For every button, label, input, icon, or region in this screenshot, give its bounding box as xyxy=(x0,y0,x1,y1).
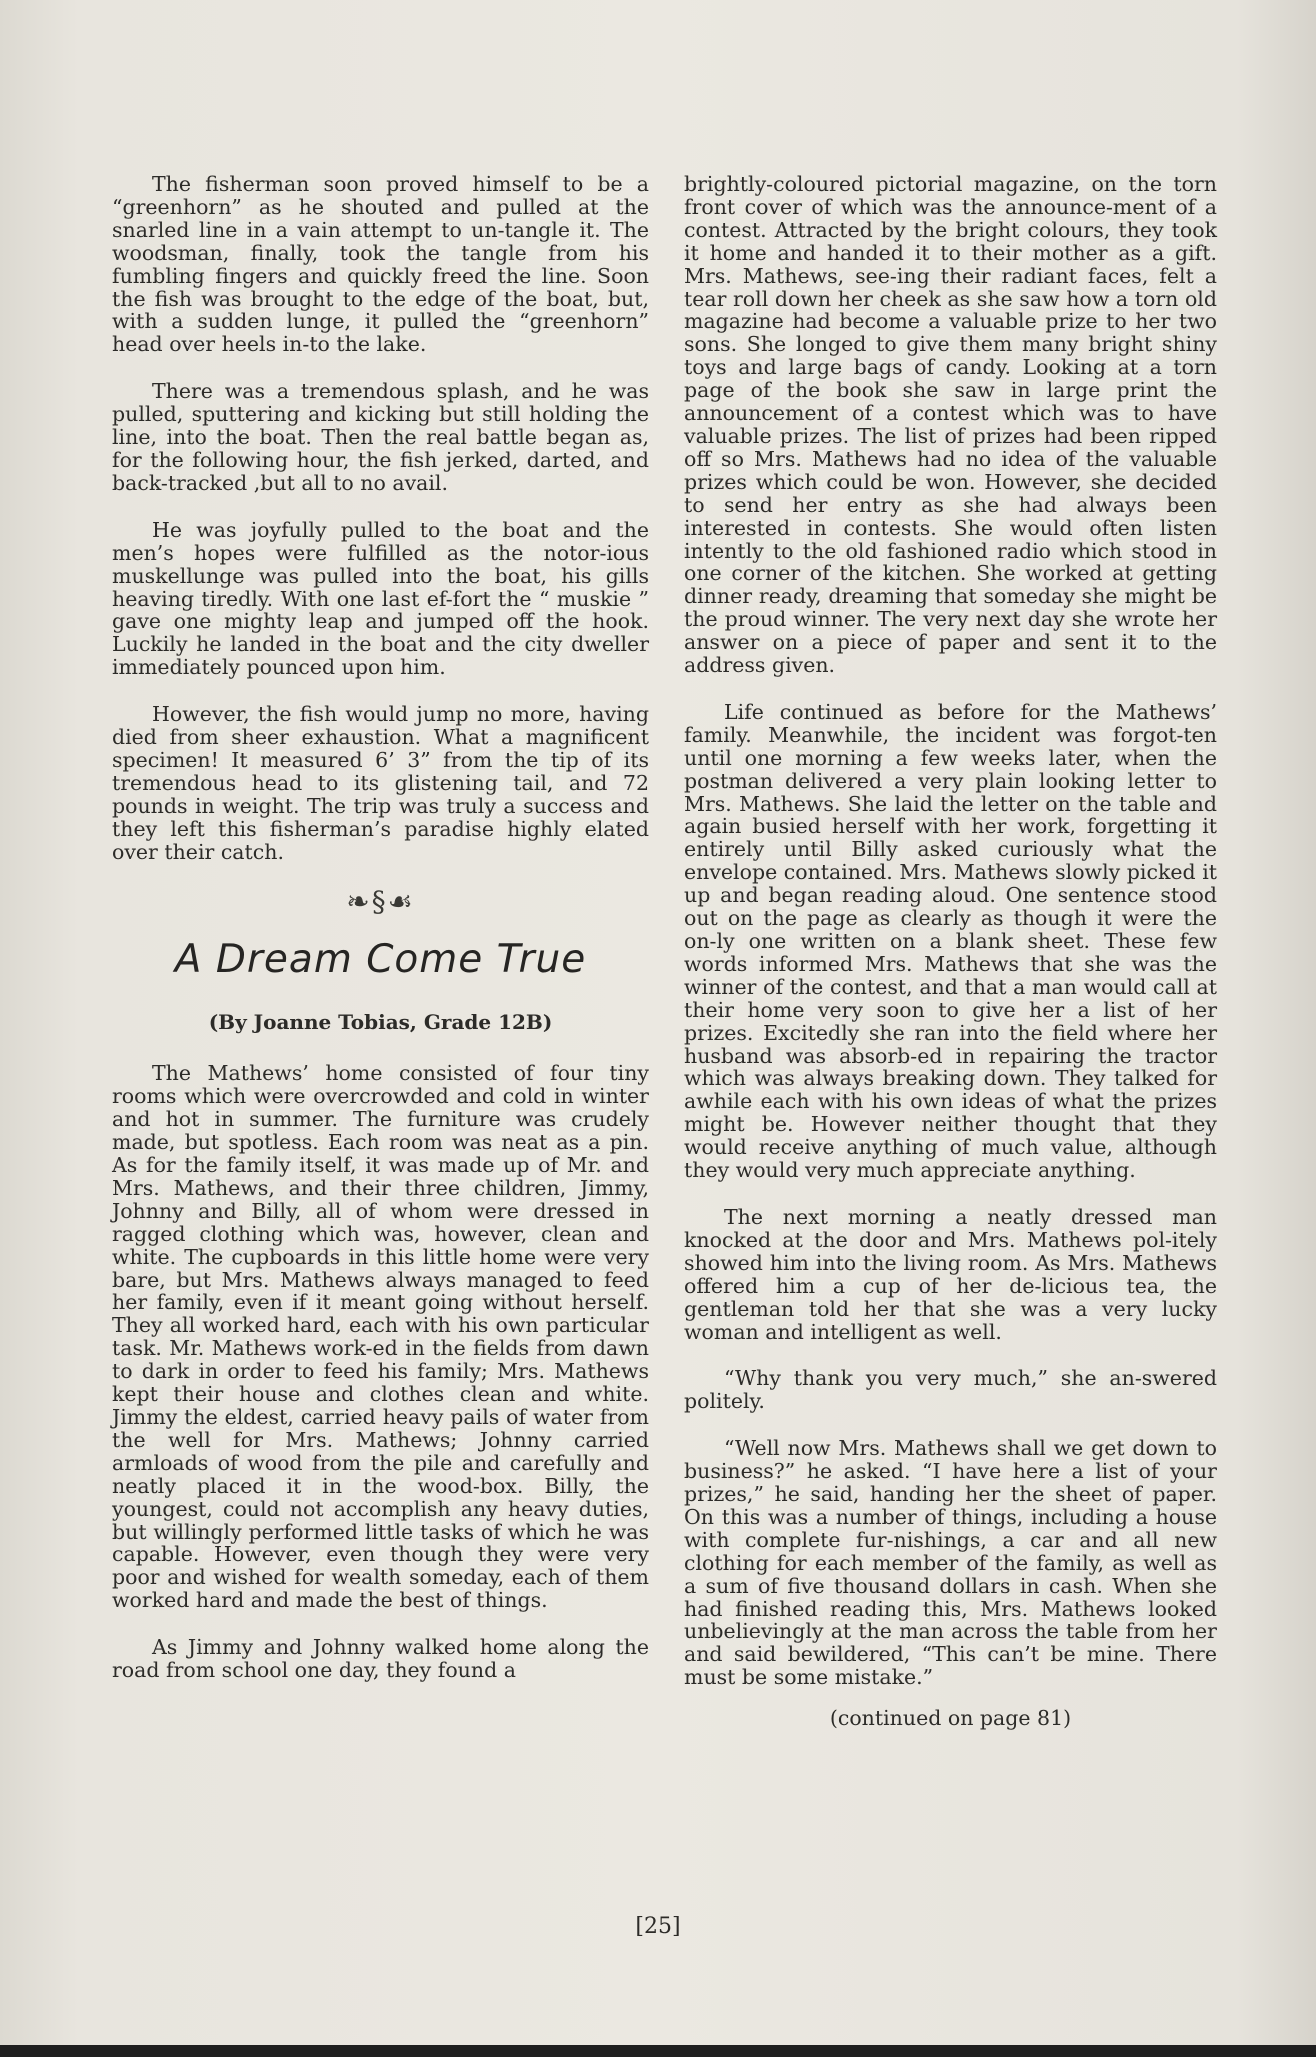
paragraph-pictorial-magazine: brightly-coloured pictorial magazine, on the torn front cover of which was the announce-ment of a contest. Attracted by the bright colours, they took it home and handed it to their mother as a gift. Mrs. Mathews, see-ing their radiant faces, felt a tear roll down her cheek as she saw how a torn old magazine had become a valuable prize to her two sons. She longed to give them many bright shiny toys and large bags of candy. Looking at a torn page of the book she saw in large print the announcement of a contest which was to have valuable prizes. The list of prizes had been ripped off so Mrs. Mathews had no idea of the valuable prizes which could be won. However, she decided to send her entry as she had always been interested in contests. She would often listen intently to the old fashioned radio which stood in one corner of the kitchen. She worked at getting dinner ready, dreaming that someday she might be the proud winner. The very next day she wrote her answer on a piece of paper and sent it to the address given. xyxy=(684,172,1217,678)
page-number: [25] xyxy=(635,1914,681,1939)
paragraph-fisherman-greenhorn: The fisherman soon proved himself to be a “greenhorn” as he shouted and pulled at the snarled line in a vain attempt to un-tangle it. The woodsman, finally, took the tangle from his fumbling fingers and quickly freed the line. Soon the fish was brought to the edge of the boat, but, with a sudden lunge, it pulled the “greenhorn” head over heels in-to the lake. xyxy=(112,172,649,357)
paragraph-fish-exhaustion: However, the fish would jump no more, having died from sheer exhaustion. What a magnificent specimen! It measured 6’ 3” from the tip of its tremendous head to its glistening tail, and 72 pounds in weight. The trip was truly a success and they left this fisherman’s paradise highly elated over their catch. xyxy=(112,702,649,864)
right-column xyxy=(684,173,1217,1754)
paragraph-jimmy-johnny-walk: As Jimmy and Johnny walked home along the road from school one day, they found a xyxy=(112,1635,649,1683)
page-bottom-edge xyxy=(0,2045,1316,2057)
paragraph-tremendous-splash: There was a tremendous splash, and he was pulled, sputtering and kicking but still holding the line, into the boat. Then the real battle began as, for the following hour, the fish jerked, darted, and back-tracked ,but all to no avail. xyxy=(112,379,649,495)
continued-note: (continued on page 81) xyxy=(829,1706,1072,1731)
left-column xyxy=(112,173,649,1706)
paragraph-well-now: “Well now Mrs. Mathews shall we get down to business?” he asked. “I have here a list of your prizes,” he said, handing her the sheet of paper. On this was a number of things, including a house with complete fur-nishings, a car and all new clothing for each member of the family, as well as a sum of five thousand dollars in cash. When she had finished reading this, Mrs. Mathews looked unbelievingly at the man across the table from her and said bewildered, “This can’t be mine. There must be some mistake.” xyxy=(684,1436,1217,1690)
section-ornament: ❧§☙ xyxy=(346,885,415,919)
paragraph-joyfully-pulled: He was joyfully pulled to the boat and the men’s hopes were fulfilled as the notor-ious muskellunge was pulled into the boat, his gills heaving tiredly. With one last ef-fort the “ muskie ” gave one mighty leap and jumped off the hook. Luckily he landed in the boat and the city dweller immediately pounced upon him. xyxy=(112,517,649,680)
paragraph-why-thank-you: “Why thank you very much,” she an-swered politely. xyxy=(684,1366,1217,1414)
story-byline: (By Joanne Tobias, Grade 12B) xyxy=(208,1010,553,1035)
paragraph-mathews-home: The Mathews’ home consisted of four tiny rooms which were overcrowded and cold in winter and hot in summer. The furniture was crudely made, but spotless. Each room was neat as a pin. As for the family itself, it was made up of Mr. and Mrs. Mathews, and their three children, Jimmy, Johnny and Billy, all of whom were dressed in ragged clothing which was, however, clean and white. The cupboards in this little home were very bare, but Mrs. Mathews always managed to feed her family, even if it meant going without herself. They all worked hard, each with his own particular task. Mr. Mathews work-ed in the fields from dawn to dark in order to feed his family; Mrs. Mathews kept their house and clothes clean and white. Jimmy the eldest, carried heavy pails of water from the well for Mrs. Mathews; Johnny carried armloads of wood from the pile and carefully and neatly placed it in the wood-box. Billy, the youngest, could not accomplish any heavy duties, but willingly performed little tasks of which he was capable. However, even though they were very poor and wished for wealth someday, each of them worked hard and made the best of things. xyxy=(112,1061,649,1613)
story-title: A Dream Come True xyxy=(174,937,587,983)
paragraph-next-morning: The next morning a neatly dressed man knocked at the door and Mrs. Mathews pol-itely showed him into the living room. As Mrs. Mathews offered him a cup of her de-licious tea, the gentleman told her that she was a very lucky woman and intelligent as well. xyxy=(684,1204,1217,1344)
paragraph-life-continued: Life continued as before for the Mathews’ family. Meanwhile, the incident was forgot-ten until one morning a few weeks later, when the postman delivered a very plain looking letter to Mrs. Mathews. She laid the letter on the table and again busied herself with her work, forgetting it entirely until Billy asked curiously what the envelope contained. Mrs. Mathews slowly picked it up and began reading aloud. One sentence stood out on the page as clearly as though it were the on-ly one written on a blank sheet. These few words informed Mrs. Mathews that she was the winner of the contest, and that a man would call at their home very soon to give her a list of her prizes. Excitedly she ran into the field where her husband was absorb-ed in repairing the tractor which was always breaking down. They talked for awhile each with his own ideas of what the prizes might be. However neither thought that they would receive anything of much value, although they would very much appreciate anything. xyxy=(684,699,1217,1183)
